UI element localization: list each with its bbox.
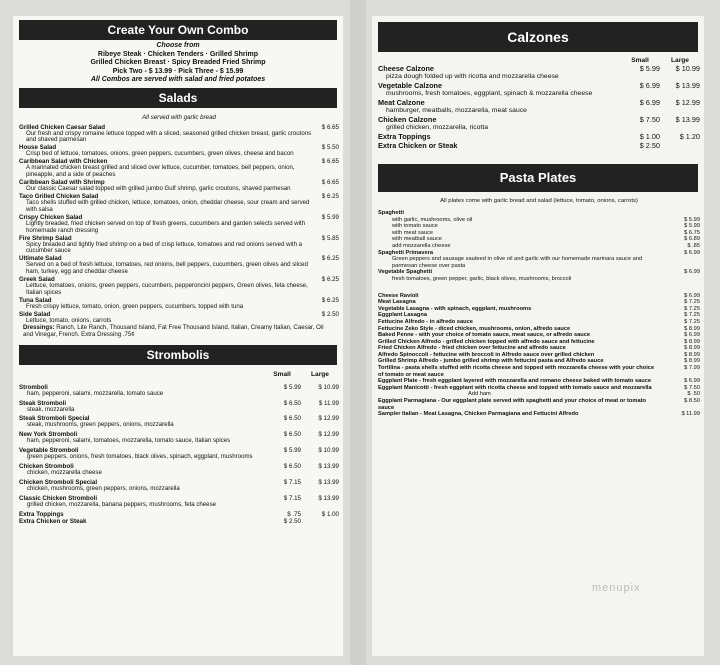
stromboli-small-price: $ .75 (287, 510, 301, 518)
calzones-header (378, 57, 700, 64)
stromboli-name: New York Stromboli (19, 431, 78, 439)
stromboli-desc: green peppers, onions, fresh tomatoes, black olives, spinach, eggplant, mushrooms (27, 453, 253, 461)
salad-desc: Served on a bed of fresh lettuce, tomatoes, red onions, bell peppers, cucumbers, green olives and sliced ham, turkey, egg and cheddar cheese (26, 261, 308, 276)
combo-line: Grilled Chicken Breast · Spicy Breaded Fried Shrimp (90, 59, 266, 66)
pasta-price: $ 8.50 (684, 398, 700, 405)
pasta-item (378, 365, 700, 378)
calzone-large-price: $ 13.99 (675, 115, 700, 124)
salad-name: Fire Shrimp Salad (19, 234, 72, 242)
pasta-price: $ 6.99 (684, 269, 700, 276)
pasta-name: Eggplant Plate - fresh eggplant layered with mozzarella and romano cheese baked with tomato sauce (378, 378, 652, 385)
pasta-note: All plates come with garlic bread and salad (lettuce, tomato, onions, carrots) (440, 198, 638, 204)
stromboli-small-price: $ 2.50 (283, 517, 301, 525)
pasta-item (378, 223, 700, 230)
calzone-desc: hamburger, meatballs, mozzarella, meat sauce (386, 107, 527, 114)
stromboli-item (19, 511, 339, 518)
combo-line: Pick Two - $ 13.99 · Pick Three - $ 15.99 (112, 67, 244, 75)
pasta-item (378, 411, 700, 418)
salad-price: $ 6.25 (321, 255, 339, 263)
salad-price: $ 6.25 (321, 297, 339, 304)
salad-desc: Our fresh and crispy romaine lettuce topped with a sliced, seasoned grilled chicken breast, garlic croutons and shaved parmesan (26, 129, 312, 144)
pasta-name: Grilled Chicken Alfredo - grilled chicken topped with alfredo sauce and fettucine (378, 338, 595, 345)
calzone-small-price: $ 2.50 (639, 141, 660, 150)
pasta-name: Fettucine Alfredo - in alfredo sauce (378, 318, 473, 325)
pasta-item (378, 243, 700, 250)
stromboli-large-price: $ 12.99 (318, 415, 339, 423)
stromboli-small-price: $ 7.15 (283, 494, 301, 502)
pasta-price: $ 6.99 (684, 249, 700, 256)
pasta-name: with meatball sauce (392, 236, 442, 243)
stromboli-desc: chicken, mozzarella cheese (27, 469, 102, 477)
salad-price: $ 6.65 (321, 123, 339, 131)
calzone-large-price (660, 141, 700, 150)
calzone-name: Vegetable Calzone (378, 81, 443, 90)
pasta-price: $ 6.99 (684, 332, 700, 339)
salad-name: Greek Salad (19, 276, 55, 284)
calzone-large-price: $ 12.99 (675, 98, 700, 107)
calzone-desc: mushrooms, fresh tomatoes, eggplant, spinach & mozzarella cheese (386, 90, 593, 97)
salad-price: $ 2.50 (321, 310, 339, 318)
col-small: Small (273, 370, 291, 378)
combo-line: All Combos are served with salad and fried potatoes (90, 76, 266, 83)
calzone-item (378, 98, 700, 107)
calzone-name: Chicken Calzone (378, 115, 437, 124)
pasta-price (694, 210, 700, 217)
pasta-name: with tomato sauce (392, 223, 438, 230)
pasta-price: $ 7.25 (684, 305, 700, 312)
pasta-name: Tortilina - pasta shells stuffed with ricotta cheese and topped with mozzarella cheese with your choice of tomato or meat sauce (378, 365, 655, 378)
calzone-large-price: $ 13.99 (675, 81, 700, 90)
salad-desc: Spicy breaded and lightly fried shrimp on a bed of crisp lettuce, tomatoes and red onions served with a cucumber sauce (26, 240, 303, 255)
stromboli-large-price: $ 10.99 (318, 447, 339, 455)
pasta-item (378, 358, 700, 365)
pasta-item (378, 217, 700, 224)
pasta-item (378, 332, 700, 339)
calzone-desc: grilled chicken, mozzarella, ricotta (386, 124, 488, 131)
pasta-item (378, 256, 700, 269)
salad-price: $ 6.25 (321, 192, 339, 200)
dressings-text: Ranch, Lite Ranch, Thousand Island, Fat Free Thousand Island, Italian, Creamy Italian, Caesar, Oil and Vinegar, French. Extra Dressing .75¢ (23, 323, 324, 338)
pasta-price: $ 7.25 (684, 312, 700, 319)
pasta-name: with meat sauce (392, 229, 434, 236)
salad-price: $ 5.50 (321, 144, 339, 152)
pasta-price: $ 8.99 (684, 351, 700, 358)
stromboli-list (19, 384, 339, 525)
salad-list (19, 124, 339, 325)
stromboli-small-price: $ 5.99 (283, 447, 301, 455)
pasta-name: Green peppers and sausage sauteed in olive oil and garlic with our homemade marinara sauce and parmesan cheese over pasta (392, 256, 643, 269)
salad-name: Taco Grilled Chicken Salad (19, 192, 99, 200)
pasta-price: $ 8.99 (684, 325, 700, 332)
stromboli-desc: ham, pepperoni, salami, tomatoes, mozzarella, tomato sauce, Italian spices (27, 437, 231, 445)
calzone-list (378, 64, 700, 150)
salad-name: Ultimate Salad (19, 255, 62, 263)
pasta-name: Spaghetti (378, 210, 404, 216)
salad-price: $ 6.65 (321, 158, 339, 166)
pasta-name: Alfredo Spinoccoli - fettucine with broccoli in Alfredo sauce over grilled chicken (378, 351, 595, 358)
salad-desc: Crisp bed of lettuce, tomatoes, onions, green peppers, cucumbers, green olives, cheese and bacon (26, 150, 294, 158)
pasta-name: Cheese Ravioli (378, 292, 419, 299)
pasta-item (378, 276, 700, 283)
stromboli-small-price: $ 6.50 (283, 399, 301, 407)
pasta-item (378, 236, 700, 243)
calzone-name: Cheese Calzone (378, 64, 434, 73)
salad-name: Side Salad (19, 310, 51, 318)
pasta-name: Meat Lasagna (378, 299, 416, 306)
calzone-item (378, 141, 700, 150)
pasta-item (378, 398, 700, 411)
pasta-name: Fettucine Zeko Style - diced chicken, mushrooms, onion, alfredo sauce (378, 325, 571, 332)
calzone-large-price: $ 1.20 (679, 132, 700, 141)
stromboli-name: Stromboli (19, 383, 48, 391)
stromboli-small-price: $ 7.15 (283, 479, 301, 487)
pasta-name: Eggplant Parmagiana - Our eggplant plate served with spaghetti and your choice of meat or tomato sauce (378, 398, 646, 411)
stromboli-large-price: $ 1.00 (321, 510, 339, 518)
salad-name: Caribbean Salad with Shrimp (19, 179, 105, 187)
stromboli-desc: steak, mushrooms, green peppers, onions, mozzarella (27, 421, 174, 429)
combo-title: Create Your Own Combo (19, 20, 337, 40)
salad-name: Tuna Salad (19, 297, 52, 304)
calzones-title: Calzones (378, 22, 698, 52)
salad-name: Caribbean Salad with Chicken (19, 158, 108, 166)
calzone-small-price: $ 7.50 (639, 115, 660, 124)
pasta-item (378, 230, 700, 237)
stromboli-item (19, 518, 339, 525)
salad-dressings (19, 325, 339, 339)
calzone-small-price: $ 1.00 (639, 132, 660, 141)
watermark: menupix (592, 582, 641, 594)
left-column (13, 16, 343, 656)
stromboli-name: Steak Stromboli Special (19, 415, 90, 423)
salad-desc: Fresh crispy lettuce, tomato, onion, green peppers, cucumbers, topped with tuna (26, 303, 244, 310)
pasta-price: $ .85 (687, 242, 700, 249)
right-column (372, 16, 704, 656)
stromboli-small-price: $ 6.50 (283, 463, 301, 471)
pasta-name: with garlic, mushrooms, olive oil (392, 216, 473, 223)
calzone-item (378, 64, 700, 73)
pasta-price: $ 5.99 (684, 216, 700, 223)
pasta-item (378, 339, 700, 346)
calzone-item (378, 81, 700, 90)
stromboli-name: Extra Chicken or Steak (19, 517, 87, 525)
salad-desc: Lettuce, tomatoes, onions, green peppers, cucumbers, pepperoncini peppers, Green olives, feta cheese, Italian spices (26, 282, 308, 297)
stromboli-large-price: $ 13.99 (318, 479, 339, 487)
salad-desc: Our classic Caesar salad topped with grilled jumbo Gulf shrimp, garlic croutons, shaved parmesan (26, 185, 291, 193)
combo-line: Choose from (156, 42, 200, 49)
pasta-item (378, 299, 700, 306)
pasta-name: Baked Penne - with your choice of tomato sauce, meat sauce, or alfredo sauce (378, 332, 591, 339)
stromboli-small-price: $ 6.50 (283, 415, 301, 423)
pasta-price: $ 6.99 (684, 378, 700, 385)
salad-desc: Lightly breaded, fried chicken served on top of fresh greens, cucumbers and garden selects served with homemade ranch dressing (26, 219, 306, 234)
stromboli-small-price: $ 6.50 (283, 431, 301, 439)
stromboli-desc: chicken, mushrooms, green peppers, onions, mozzarella (27, 485, 180, 493)
calzone-small-price: $ 6.99 (639, 81, 660, 90)
pasta-price: $ 5.99 (684, 223, 700, 230)
salad-price: $ 5.85 (321, 234, 339, 242)
pasta-price: $ 8.99 (684, 345, 700, 352)
pasta-item (378, 385, 700, 392)
calzone-item (378, 132, 700, 141)
col-small: Small (631, 57, 649, 64)
salad-name: Grilled Chicken Caesar Salad (19, 123, 105, 131)
pasta-item (378, 326, 700, 333)
pasta-name: Vegetable Spaghetti (378, 269, 433, 276)
salads-title: Salads (19, 88, 337, 108)
pasta-title: Pasta Plates (378, 164, 698, 192)
stromboli-name: Steak Stromboli (19, 399, 67, 407)
col-large: Large (671, 57, 689, 64)
pasta-name: Vegetable Lasagna - with spinach, eggplant, mushrooms (378, 305, 532, 312)
stromboli-name: Vegetable Stromboli (19, 447, 79, 455)
pasta-name: Sampler Italian - Meat Lasagna, Chicken Parmagiana and Fettucini Alfredo (378, 411, 579, 418)
stromboli-name: Chicken Stromboli Special (19, 479, 98, 487)
pasta-item (378, 312, 700, 319)
stromboli-small-price: $ 5.99 (283, 383, 301, 391)
calzone-desc: pizza dough folded up with ricotta and mozzarella cheese (386, 73, 559, 80)
pasta-price (694, 256, 700, 269)
pasta-price: $ 6.75 (684, 229, 700, 236)
pasta-price: $ 6.89 (684, 236, 700, 243)
salad-desc: A marinated chicken breast grilled and sliced over lettuce, cucumber, tomatoes, bell peppers, onion, pineapple, and a side of peaches (26, 164, 295, 179)
strombolis-title: Strombolis (19, 345, 337, 365)
stromboli-large-price: $ 13.99 (318, 494, 339, 502)
pasta-item (378, 378, 700, 385)
salad-name: Crispy Chicken Salad (19, 213, 83, 221)
stromboli-large-price (301, 518, 339, 525)
pasta-item (378, 293, 700, 300)
stromboli-desc: ham, pepperoni, salami, mozzarella, tomato sauce (27, 389, 164, 397)
stromboli-desc: steak, mozzarella (27, 405, 75, 413)
page-fold (350, 0, 366, 665)
calzone-name: Extra Chicken or Steak (378, 141, 458, 150)
col-large: Large (311, 370, 329, 378)
stromboli-name: Extra Toppings (19, 510, 64, 518)
pasta-group-1 (378, 210, 700, 283)
pasta-name: Fried Chicken Alfredo - fried chicken over fettucine and alfredo sauce (378, 345, 566, 352)
pasta-item (378, 306, 700, 313)
calzone-small-price: $ 5.99 (639, 64, 660, 73)
pasta-name: Eggplant Manicotti - fresh eggplant with ricotta cheese and topped with tomato sauce and mozzarella (378, 384, 652, 391)
pasta-name: fresh tomatoes, green pepper, garlic, black olives, mushrooms, broccoli (392, 275, 572, 282)
pasta-item (378, 319, 700, 326)
pasta-price: $ 7.25 (684, 318, 700, 325)
salad-desc: Taco shells stuffed with grilled chicken, lettuce, tomatoes, onion, cheddar cheese, sour cream and served with salsa (26, 198, 310, 213)
stromboli-desc: grilled chicken, mozzarella, banana peppers, mushrooms, feta cheese (27, 500, 217, 508)
pasta-item (378, 269, 700, 276)
stromboli-name: Classic Chicken Stromboli (19, 494, 98, 502)
pasta-name: Eggplant Lasagna (378, 312, 427, 319)
calzone-name: Meat Calzone (378, 98, 425, 107)
salad-desc: Lettuce, tomato, onions, carrots (26, 316, 112, 324)
pasta-name: add mozzarella cheese (392, 242, 451, 249)
salad-price: $ 6.65 (321, 179, 339, 187)
salad-price: $ 5.99 (321, 213, 339, 221)
stromboli-large-price: $ 10.99 (318, 383, 339, 391)
pasta-name: Add ham (468, 391, 491, 398)
pasta-item (378, 345, 700, 352)
pasta-price: $ 6.99 (684, 292, 700, 299)
pasta-price: $ 7.50 (684, 384, 700, 391)
salads-note: All served with garlic bread (142, 113, 216, 121)
calzone-small-price: $ 6.99 (639, 98, 660, 107)
pasta-name: Grilled Shrimp Alfredo - jumbo grilled shrimp with fettucini pasta and Alfredo sauce (378, 358, 604, 365)
pasta-price: $ 8.99 (684, 358, 700, 365)
pasta-price: $ 7.99 (684, 365, 700, 372)
calzone-name: Extra Toppings (378, 132, 431, 141)
pasta-item (378, 391, 700, 398)
calzone-large-price: $ 10.99 (675, 64, 700, 73)
salad-name: House Salad (19, 144, 57, 152)
salad-price: $ 6.25 (321, 276, 339, 284)
stromboli-large-price: $ 13.99 (318, 463, 339, 471)
combo-line: Ribeye Steak · Chicken Tenders · Grilled Shrimp (97, 50, 259, 58)
pasta-name: Spaghetti Primavera (378, 249, 434, 256)
pasta-price: $ 8.99 (684, 338, 700, 345)
pasta-group-2 (378, 293, 700, 418)
pasta-item (378, 250, 700, 257)
pasta-price (694, 276, 700, 283)
combo-list (13, 42, 343, 85)
dressings-label: Dressings: (23, 323, 55, 331)
stromboli-large-price: $ 12.99 (318, 431, 339, 439)
pasta-item (378, 352, 700, 359)
pasta-price: $ 11.99 (681, 411, 700, 418)
pasta-price: $ .50 (687, 391, 700, 398)
strombolis-header (19, 371, 339, 378)
pasta-item (378, 210, 700, 217)
stromboli-large-price: $ 11.99 (318, 399, 339, 407)
calzone-item (378, 115, 700, 124)
pasta-price: $ 7.25 (684, 299, 700, 306)
stromboli-name: Chicken Stromboli (19, 463, 74, 471)
